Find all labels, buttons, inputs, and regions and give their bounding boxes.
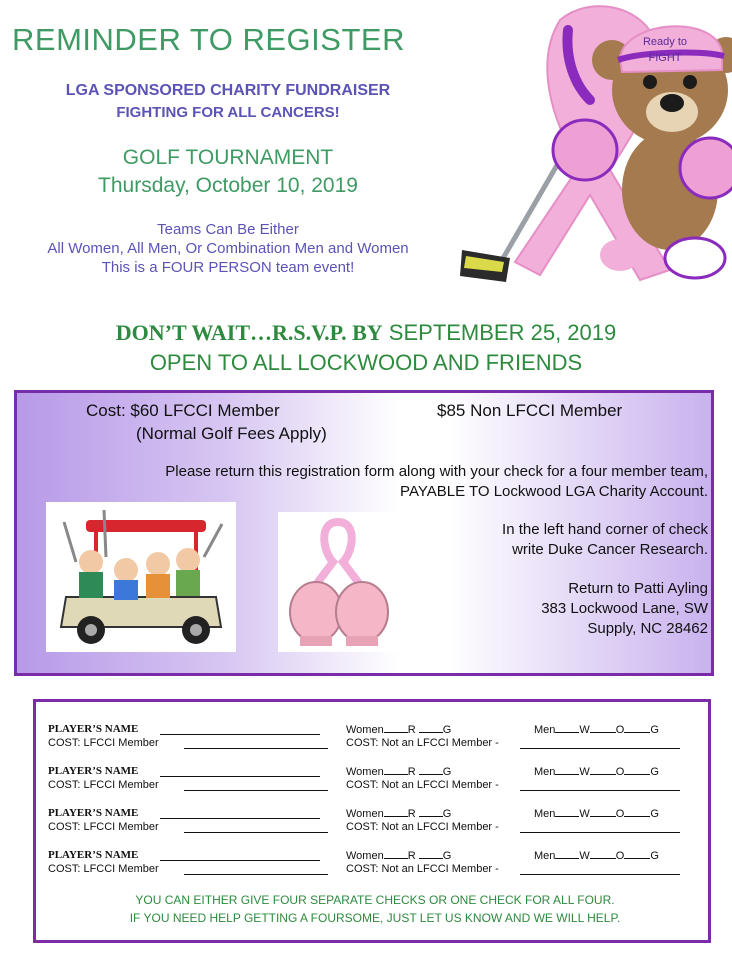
r-label: R [407,724,416,736]
cost-member-label: COST: LFCCI Member [48,863,159,875]
footer-line-1: YOU CAN EITHER GIVE FOUR SEPARATE CHECKS OR ONE CHECK FOR ALL FOUR. [135,893,615,907]
women-choice[interactable] [346,807,451,820]
o-label: O [615,850,625,862]
cost-member-line[interactable] [184,832,328,833]
cost-member-line[interactable] [184,874,328,875]
w-label: W [579,766,590,778]
open-to-line: OPEN TO ALL LOCKWOOD AND FRIENDS [149,350,583,375]
r-label: R [407,766,416,778]
w-label: W [579,724,590,736]
cost-non-member-line[interactable] [520,832,680,833]
return-line-1: Please return this registration form along with your check for a four member team, [165,463,708,480]
women-choice[interactable] [346,849,451,862]
cause-line: FIGHTING FOR ALL CANCERS! [116,104,340,121]
return-line-2: PAYABLE TO Lockwood LGA Charity Account. [400,483,708,500]
player-name-line[interactable] [160,860,320,861]
cost-non-member-line[interactable] [520,874,680,875]
men-label: Men [534,766,556,778]
event-name: GOLF TOURNAMENT [122,146,334,169]
g-label: G [650,850,659,862]
teams-line-2: All Women, All Men, Or Combination Men and Women [47,240,409,257]
men-label: Men [534,724,556,736]
g-label: G [650,808,659,820]
teams-line-3: This is a FOUR PERSON team event! [101,259,355,276]
teddy-bear-ribbon-illustration [440,0,732,290]
men-label: Men [534,850,556,862]
women-choice[interactable] [346,765,451,778]
r-label: R [407,808,416,820]
cost-non-member-label: COST: Not an LFCCI Member - [346,779,499,791]
g-label: G [442,808,452,820]
g-label: G [442,850,452,862]
player-row-1 [36,723,714,753]
men-choice[interactable] [534,807,659,820]
rsvp-date: SEPTEMBER 25, 2019 [388,320,617,345]
men-label: Men [534,808,556,820]
boxing-gloves-illustration [278,512,398,652]
player-name-label: PLAYER’S NAME [48,849,139,861]
g-label: G [650,724,659,736]
men-choice[interactable] [534,723,659,736]
cost-non-member-label: COST: Not an LFCCI Member - [346,821,499,833]
sponsor-line: LGA SPONSORED CHARITY FUNDRAISER [65,82,391,99]
g-label: G [442,724,452,736]
registration-form [33,699,711,943]
check-line-1: In the left hand corner of check [502,521,708,538]
cost-non-member-label: COST: Not an LFCCI Member - [346,863,499,875]
hat-text-line-2: FIGHT [648,52,682,64]
rsvp-prefix: DON’T WAIT…R.S.V.P. BY [115,320,383,345]
o-label: O [615,724,625,736]
women-label: Women [346,850,384,862]
golf-cart-illustration [46,502,236,652]
address-line-1: Return to Patti Ayling [568,580,708,597]
cost-non-member-line[interactable] [520,748,680,749]
player-name-label: PLAYER’S NAME [48,723,139,735]
address-line-2: 383 Lockwood Lane, SW [541,600,708,617]
cost-member: Cost: $60 LFCCI Member [86,401,280,420]
check-line-2: write Duke Cancer Research. [512,541,708,558]
g-label: G [650,766,659,778]
player-row-2 [36,765,714,795]
women-choice[interactable] [346,723,451,736]
o-label: O [615,766,625,778]
men-choice[interactable] [534,849,659,862]
women-label: Women [346,808,384,820]
cost-non-member-label: COST: Not an LFCCI Member - [346,737,499,749]
player-row-3 [36,807,714,837]
player-name-line[interactable] [160,818,320,819]
cost-non-member: $85 Non LFCCI Member [437,401,623,420]
r-label: R [407,850,416,862]
cost-member-line[interactable] [184,748,328,749]
event-date: Thursday, October 10, 2019 [98,174,358,197]
cost-note: (Normal Golf Fees Apply) [136,424,327,443]
w-label: W [579,808,590,820]
w-label: W [579,850,590,862]
o-label: O [615,808,625,820]
footer-line-2: IF YOU NEED HELP GETTING A FOURSOME, JUST LET US KNOW AND WE WILL HELP. [129,911,621,925]
player-name-label: PLAYER’S NAME [48,765,139,777]
player-name-line[interactable] [160,776,320,777]
cost-member-label: COST: LFCCI Member [48,821,159,833]
cost-non-member-line[interactable] [520,790,680,791]
women-label: Women [346,766,384,778]
player-name-line[interactable] [160,734,320,735]
player-name-label: PLAYER’S NAME [48,807,139,819]
teams-line-1: Teams Can Be Either [157,221,299,238]
cost-member-line[interactable] [184,790,328,791]
address-line-3: Supply, NC 28462 [587,620,708,637]
women-label: Women [346,724,384,736]
men-choice[interactable] [534,765,659,778]
player-row-4 [36,849,714,879]
page-title: REMINDER TO REGISTER [12,22,405,57]
hat-text-line-1: Ready to [642,36,688,48]
g-label: G [442,766,452,778]
rsvp-line [0,320,732,346]
cost-member-label: COST: LFCCI Member [48,779,159,791]
cost-member-label: COST: LFCCI Member [48,737,159,749]
